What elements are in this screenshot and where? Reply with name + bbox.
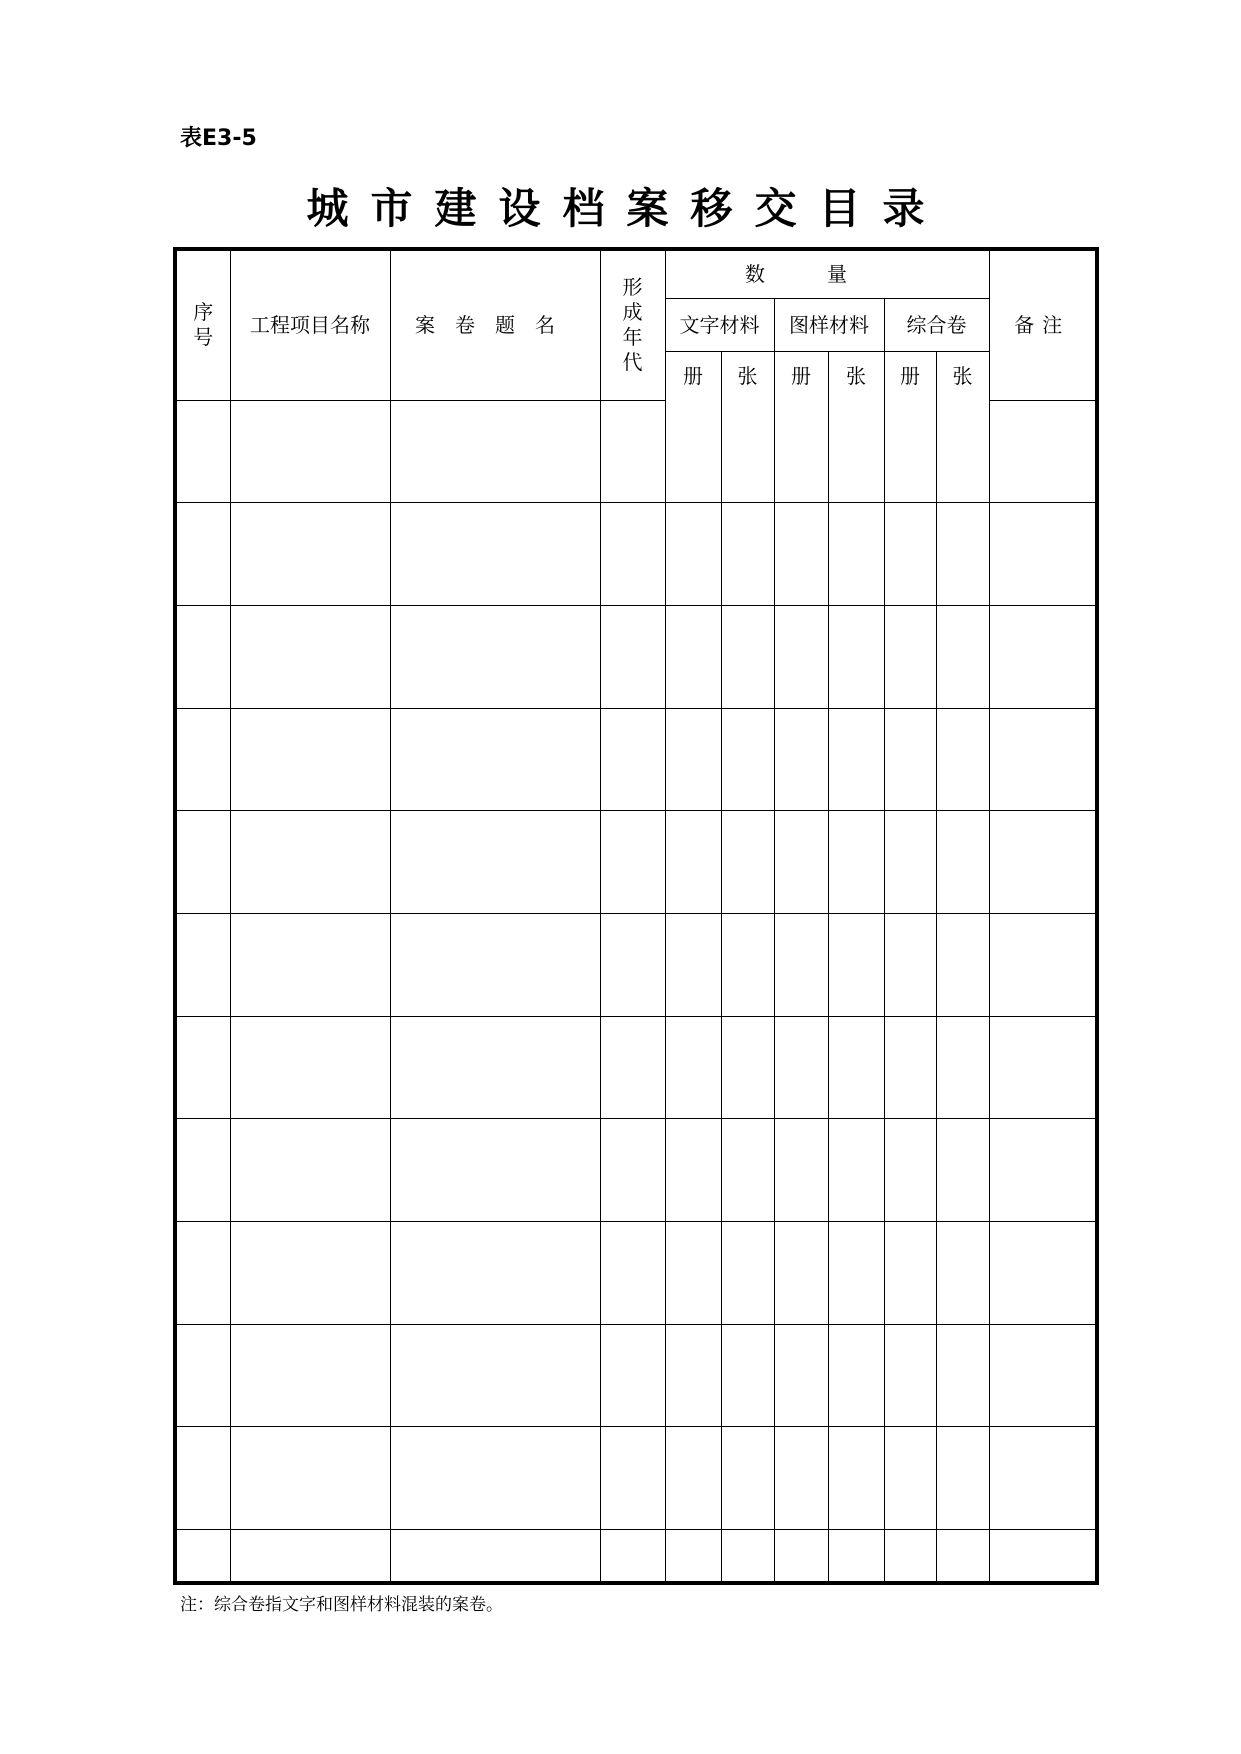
project-name-cell[interactable] (230, 1324, 390, 1427)
text-sheets-cell[interactable] (721, 1530, 774, 1581)
table-header (177, 251, 1095, 400)
serial-cell[interactable] (177, 1016, 230, 1119)
drawing-sheets-cell[interactable] (828, 503, 884, 606)
formation-year-cell[interactable] (600, 811, 665, 914)
text-volumes-cell[interactable] (665, 708, 721, 811)
header-quantity: 数量 (665, 251, 989, 298)
combined-volumes-cell[interactable] (884, 1016, 936, 1119)
combined-volumes-cell[interactable] (884, 1530, 936, 1581)
header-file-title: 案卷题名 (390, 251, 600, 400)
formation-year-cell[interactable] (600, 1119, 665, 1222)
text-sheets-cell[interactable] (721, 1427, 774, 1530)
combined-volumes-cell[interactable] (884, 400, 936, 503)
file-title-cell[interactable] (390, 1324, 600, 1427)
text-volumes-cell[interactable] (665, 1427, 721, 1530)
drawing-volumes-cell[interactable] (774, 708, 828, 811)
serial-cell[interactable] (177, 811, 230, 914)
drawing-sheets-cell[interactable] (828, 913, 884, 1016)
drawing-sheets-cell[interactable] (828, 708, 884, 811)
file-title-cell[interactable] (390, 913, 600, 1016)
project-name-cell[interactable] (230, 1119, 390, 1222)
text-sheets-cell[interactable] (721, 503, 774, 606)
text-sheets-cell[interactable] (721, 913, 774, 1016)
file-title-cell[interactable] (390, 1427, 600, 1530)
combined-volumes-cell[interactable] (884, 1427, 936, 1530)
text-sheets-cell[interactable] (721, 400, 774, 503)
header-serial (177, 251, 230, 400)
remarks-cell[interactable] (989, 1222, 1095, 1325)
drawing-volumes-cell[interactable] (774, 913, 828, 1016)
combined-volumes-cell[interactable] (884, 708, 936, 811)
table-row (177, 913, 1095, 1016)
drawing-volumes-cell[interactable] (774, 503, 828, 606)
text-volumes-cell[interactable] (665, 1324, 721, 1427)
serial-cell[interactable] (177, 1427, 230, 1530)
drawing-sheets-cell[interactable] (828, 1016, 884, 1119)
formation-year-cell[interactable] (600, 605, 665, 708)
table-row (177, 1324, 1095, 1427)
text-sheets-cell[interactable] (721, 811, 774, 914)
combined-volumes-cell[interactable] (884, 1222, 936, 1325)
drawing-volumes-cell[interactable] (774, 1119, 828, 1222)
file-title-cell[interactable] (390, 1530, 600, 1581)
drawing-volumes-cell[interactable] (774, 1324, 828, 1427)
document-title: 城市建设档案移交目录 (306, 184, 947, 233)
project-name-cell[interactable] (230, 708, 390, 811)
formation-year-cell[interactable] (600, 1324, 665, 1427)
text-sheets-cell[interactable] (721, 1016, 774, 1119)
table-row (177, 1427, 1095, 1530)
serial-cell[interactable] (177, 605, 230, 708)
drawing-volumes-cell[interactable] (774, 1222, 828, 1325)
table-row (177, 1016, 1095, 1119)
combined-sheets-cell[interactable] (936, 1016, 989, 1119)
remarks-cell[interactable] (989, 1530, 1095, 1581)
serial-cell[interactable] (177, 1530, 230, 1581)
table-row (177, 605, 1095, 708)
drawing-volumes-cell[interactable] (774, 1530, 828, 1581)
combined-sheets-cell[interactable] (936, 1427, 989, 1530)
table-body (177, 400, 1095, 1581)
formation-year-cell[interactable] (600, 1222, 665, 1325)
file-title-cell[interactable] (390, 400, 600, 503)
text-sheets-cell[interactable] (721, 1222, 774, 1325)
combined-sheets-cell[interactable] (936, 605, 989, 708)
project-name-cell[interactable] (230, 1427, 390, 1530)
combined-sheets-cell[interactable] (936, 1119, 989, 1222)
header-formation-year (600, 251, 665, 400)
text-volumes-cell[interactable] (665, 605, 721, 708)
remarks-cell[interactable] (989, 1016, 1095, 1119)
header-combined-volumes: 册 (884, 351, 936, 400)
combined-volumes-cell[interactable] (884, 605, 936, 708)
table-row (177, 1119, 1095, 1222)
drawing-volumes-cell[interactable] (774, 400, 828, 503)
header-formation-year-char: 成 (622, 300, 643, 325)
remarks-cell[interactable] (989, 913, 1095, 1016)
text-sheets-cell[interactable] (721, 708, 774, 811)
drawing-sheets-cell[interactable] (828, 1119, 884, 1222)
transfer-table-frame (173, 247, 1099, 1585)
remarks-cell[interactable] (989, 503, 1095, 606)
formation-year-cell[interactable] (600, 708, 665, 811)
header-text-volumes: 册 (665, 351, 721, 400)
text-volumes-cell[interactable] (665, 400, 721, 503)
drawing-sheets-cell[interactable] (828, 811, 884, 914)
combined-sheets-cell[interactable] (936, 913, 989, 1016)
drawing-sheets-cell[interactable] (828, 605, 884, 708)
drawing-volumes-cell[interactable] (774, 1427, 828, 1530)
text-volumes-cell[interactable] (665, 1119, 721, 1222)
drawing-volumes-cell[interactable] (774, 1016, 828, 1119)
combined-volumes-cell[interactable] (884, 1119, 936, 1222)
combined-sheets-cell[interactable] (936, 1324, 989, 1427)
drawing-volumes-cell[interactable] (774, 811, 828, 914)
header-remarks: 备注 (989, 251, 1095, 400)
form-number: 表E3-5 (180, 126, 257, 151)
drawing-sheets-cell[interactable] (828, 1530, 884, 1581)
combined-sheets-cell[interactable] (936, 503, 989, 606)
header-serial-char: 序 (193, 300, 214, 325)
header-text-sheets: 张 (721, 351, 774, 400)
remarks-cell[interactable] (989, 400, 1095, 503)
header-drawing-sheets: 张 (828, 351, 884, 400)
header-drawing-materials: 图样材料 (774, 298, 884, 351)
drawing-sheets-cell[interactable] (828, 1427, 884, 1530)
transfer-table (177, 251, 1095, 1581)
remarks-cell[interactable] (989, 1324, 1095, 1427)
text-sheets-cell[interactable] (721, 605, 774, 708)
file-title-cell[interactable] (390, 503, 600, 606)
combined-volumes-cell[interactable] (884, 913, 936, 1016)
formation-year-cell[interactable] (600, 913, 665, 1016)
table-row (177, 811, 1095, 914)
header-drawing-volumes: 册 (774, 351, 828, 400)
formation-year-cell[interactable] (600, 1427, 665, 1530)
header-combined-volume: 综合卷 (884, 298, 989, 351)
project-name-cell[interactable] (230, 400, 390, 503)
combined-sheets-cell[interactable] (936, 708, 989, 811)
file-title-cell[interactable] (390, 605, 600, 708)
remarks-cell[interactable] (989, 708, 1095, 811)
combined-volumes-cell[interactable] (884, 503, 936, 606)
file-title-cell[interactable] (390, 1222, 600, 1325)
project-name-cell[interactable] (230, 605, 390, 708)
combined-sheets-cell[interactable] (936, 811, 989, 914)
footnote: 注：综合卷指文字和图样材料混装的案卷。 (180, 1595, 503, 1615)
header-text-materials: 文字材料 (665, 298, 774, 351)
text-sheets-cell[interactable] (721, 1324, 774, 1427)
text-volumes-cell[interactable] (665, 1530, 721, 1581)
project-name-cell[interactable] (230, 811, 390, 914)
formation-year-cell[interactable] (600, 1016, 665, 1119)
header-formation-year-char: 年 (622, 325, 643, 350)
drawing-sheets-cell[interactable] (828, 1222, 884, 1325)
remarks-cell[interactable] (989, 1119, 1095, 1222)
table-row (177, 1530, 1095, 1581)
remarks-cell[interactable] (989, 605, 1095, 708)
text-volumes-cell[interactable] (665, 1016, 721, 1119)
combined-sheets-cell[interactable] (936, 1530, 989, 1581)
formation-year-cell[interactable] (600, 400, 665, 503)
combined-volumes-cell[interactable] (884, 811, 936, 914)
header-formation-year-char: 代 (622, 350, 643, 375)
serial-cell[interactable] (177, 1119, 230, 1222)
header-combined-sheets: 张 (936, 351, 989, 400)
project-name-cell[interactable] (230, 1016, 390, 1119)
file-title-cell[interactable] (390, 1016, 600, 1119)
project-name-cell[interactable] (230, 503, 390, 606)
serial-cell[interactable] (177, 1324, 230, 1427)
file-title-cell[interactable] (390, 811, 600, 914)
header-project-name: 工程项目名称 (230, 251, 390, 400)
text-volumes-cell[interactable] (665, 913, 721, 1016)
header-formation-year-char: 形 (622, 275, 643, 300)
serial-cell[interactable] (177, 400, 230, 503)
text-volumes-cell[interactable] (665, 1222, 721, 1325)
serial-cell[interactable] (177, 1222, 230, 1325)
file-title-cell[interactable] (390, 1119, 600, 1222)
drawing-volumes-cell[interactable] (774, 605, 828, 708)
formation-year-cell[interactable] (600, 1530, 665, 1581)
drawing-sheets-cell[interactable] (828, 1324, 884, 1427)
remarks-cell[interactable] (989, 811, 1095, 914)
header-serial-char: 号 (193, 325, 214, 350)
remarks-cell[interactable] (989, 1427, 1095, 1530)
text-volumes-cell[interactable] (665, 503, 721, 606)
table-row (177, 1222, 1095, 1325)
project-name-cell[interactable] (230, 913, 390, 1016)
table-row (177, 708, 1095, 811)
text-volumes-cell[interactable] (665, 811, 721, 914)
serial-cell[interactable] (177, 503, 230, 606)
combined-sheets-cell[interactable] (936, 400, 989, 503)
project-name-cell[interactable] (230, 1530, 390, 1581)
formation-year-cell[interactable] (600, 503, 665, 606)
text-sheets-cell[interactable] (721, 1119, 774, 1222)
file-title-cell[interactable] (390, 708, 600, 811)
combined-sheets-cell[interactable] (936, 1222, 989, 1325)
serial-cell[interactable] (177, 913, 230, 1016)
serial-cell[interactable] (177, 708, 230, 811)
project-name-cell[interactable] (230, 1222, 390, 1325)
drawing-sheets-cell[interactable] (828, 400, 884, 503)
table-row (177, 503, 1095, 606)
table-row (177, 400, 1095, 503)
combined-volumes-cell[interactable] (884, 1324, 936, 1427)
